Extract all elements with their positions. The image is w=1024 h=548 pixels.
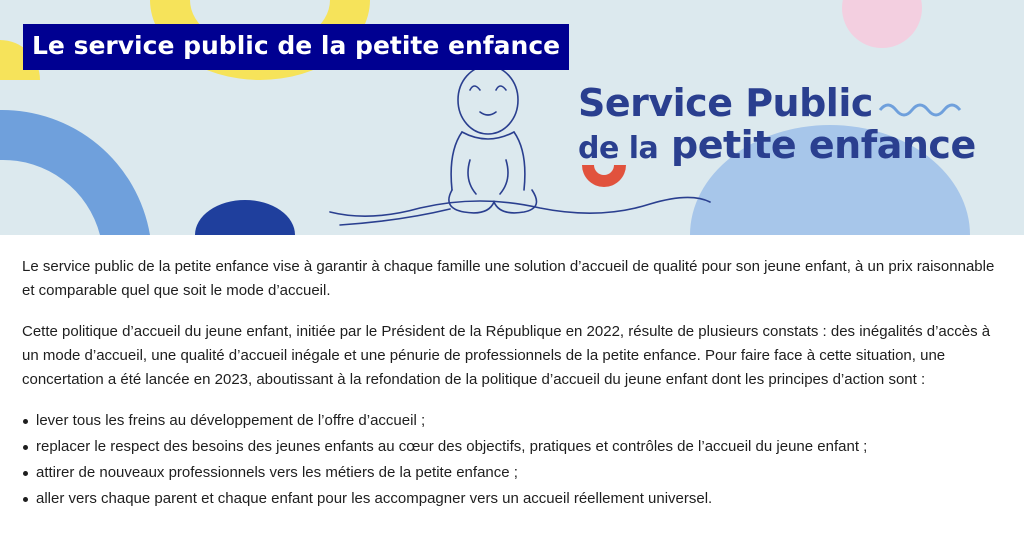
article-body xyxy=(0,235,1024,511)
page-title: Le service public de la petite enfance xyxy=(23,24,569,70)
list-item: replacer le respect des besoins des jeunes enfants au cœur des objectifs, pratiques et contrôles de l’accueil du jeune enfant ; xyxy=(34,435,1002,459)
intro-paragraph: Le service public de la petite enfance vise à garantir à chaque famille une solution d’accueil de qualité pour son jeune enfant, à un prix raisonnable et comparable quel que soit le mode d’accueil. xyxy=(22,258,995,299)
list-item: lever tous les freins au développement de l’offre d’accueil ; xyxy=(34,409,1002,433)
logo-line-2-prefix: de la xyxy=(578,131,659,166)
list-item: attirer de nouveaux professionnels vers les métiers de la petite enfance ; xyxy=(34,461,1002,485)
logo-line-1: Service Public xyxy=(578,81,873,125)
blue-arc-left-shape xyxy=(0,110,150,235)
pink-circle-shape xyxy=(842,0,922,48)
logo-line-2-main: petite enfance xyxy=(671,123,976,167)
context-paragraph: Cette politique d’accueil du jeune enfant, initiée par le Président de la République en 2022, résulte de plusieurs constats : des inégalités d’accès à un mode d’accueil, une qualité d’accueil inégale et une pénurie de professionnels de la petite enfance. Pour faire face à cette situation, une concertation a été lancée en 2023, aboutissant à la refondation de la politique d’accueil du jeune enfant dont les principes d’action sont : xyxy=(22,323,991,388)
logo-line-2 xyxy=(578,124,976,170)
service-public-logo xyxy=(578,82,976,170)
navy-semicircle-shape xyxy=(195,200,295,235)
list-item: aller vers chaque parent et chaque enfant pour les accompagner vers un accueil réellement universel. xyxy=(34,487,1002,511)
hero-banner xyxy=(0,0,1024,235)
principles-list xyxy=(22,409,1002,511)
